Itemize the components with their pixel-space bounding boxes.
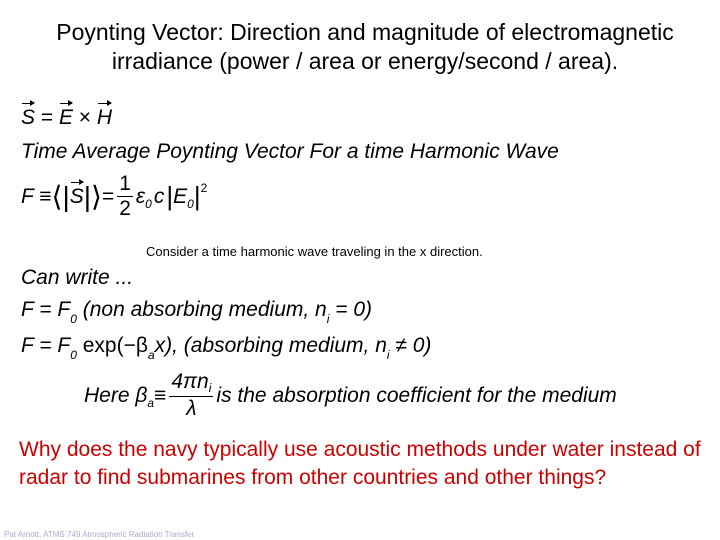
can-write-label: Can write ... [21,266,134,289]
fraction-denominator: 2 [119,197,131,220]
f-equals-f0-2: F = F [21,334,71,357]
abs-open: | [166,181,174,211]
absorption-numerator [169,370,213,397]
poynting-definition-equation [21,106,112,130]
vector-s: S [21,106,36,129]
footer-credit: Pat Arnott, ATMS 749 Atmospheric Radiation Transfer [4,530,195,539]
vector-s-average: S [69,184,84,208]
lambda: λ [186,397,197,420]
equals-zero: = 0) [329,298,372,321]
time-average-heading: Time Average Poynting Vector For a time Harmonic Wave [21,140,559,163]
x-term: x), [154,334,178,357]
absorption-fraction [169,370,213,421]
vector-e: E [58,106,73,129]
f0-subscript-2: 0 [70,348,77,362]
abs-close: | [193,181,201,211]
fraction-numerator: 1 [119,172,131,195]
slide-title: Poynting Vector: Direction and magnitude of electromagnetic irradiance (power / area or energy/second / area). [56,19,674,74]
n-subscript-2: i [386,348,390,362]
square-exponent: 2 [200,180,208,195]
absorbing-equation [21,334,432,362]
equals-sign: = [35,106,59,129]
field-e-subscript: 0 [187,196,194,211]
equals-sign-2: = [101,184,115,208]
discussion-question: Why does the navy typically use acoustic methods under water instead of radar to find submarines from other countries and other things? [19,438,701,489]
left-bracket: ⟨| [51,181,70,212]
absorption-coefficient-equation [84,370,617,421]
f0-subscript: 0 [70,312,77,326]
vector-h: H [96,106,113,129]
equiv-sign: ≡ [154,383,167,407]
speed-c: c [153,184,165,208]
not-equal-zero: ≠ 0) [389,334,432,357]
one-half-fraction [117,172,133,221]
epsilon-subscript: 0 [145,196,152,211]
non-absorbing-equation [21,298,372,326]
beta-subscript: a [147,348,155,362]
n-i-subscript: i [208,381,212,395]
epsilon: ε [135,184,146,208]
field-e: E [173,184,188,208]
n-subscript: i [326,312,330,326]
harmonic-wave-note: Consider a time harmonic wave traveling in the x direction. [146,244,483,259]
f-equiv: F ≡ [21,184,52,208]
right-bracket: |⟩ [83,181,102,212]
f-equals-f0: F = F [21,298,71,321]
non-absorbing-text: (non absorbing medium, n [76,298,327,321]
beta-a-subscript: a [147,395,155,410]
absorbing-text: (absorbing medium, n [177,334,387,357]
time-average-equation [21,172,207,221]
four-pi-n: 4πn [171,370,209,393]
cross-sign: × [72,106,97,129]
absorption-text: is the absorption coefficient for the medium [216,383,617,407]
exp-term: exp(−β [76,334,148,357]
here-beta: Here β [84,383,148,407]
